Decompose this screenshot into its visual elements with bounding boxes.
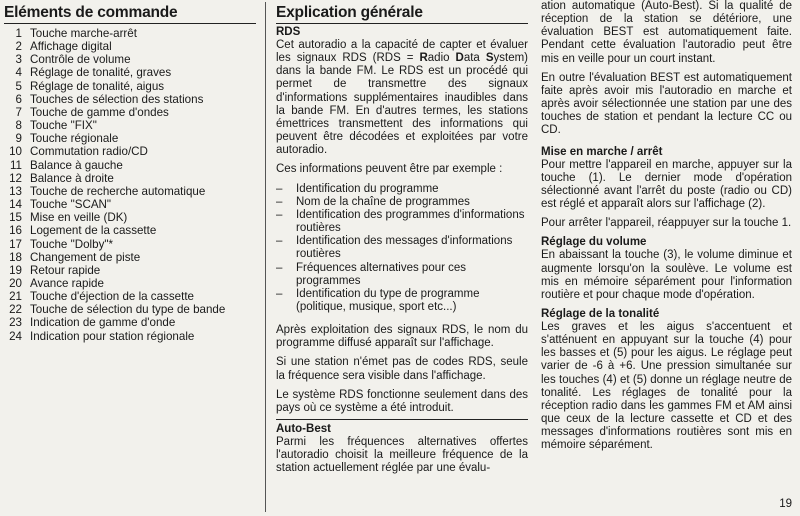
control-item [4,145,256,158]
control-item [4,159,256,172]
control-label: Touche "Dolby"* [30,237,113,251]
rds-list-item: – Identification des programmes d'informations routières [276,209,528,235]
control-number: 13 [9,184,22,198]
control-number: 19 [9,263,22,277]
control-number: 14 [9,198,22,212]
control-label: Touches de sélection des stations [30,92,204,106]
autobest-paragraph-2: En outre l'évaluation BEST est automatiquement faite après avoir mis l'autoradio en marche et après avoir sélectionnée une station par une des touches de station et pendant la lecture CC ou CD. [541,71,792,137]
control-number: 10 [9,145,22,159]
control-label: Logement de la cassette [30,224,157,238]
rds-list-item-text: Identification du programme [296,182,439,195]
rds-info-list [276,183,528,315]
column-divider [265,2,266,512]
control-label: Mise en veille (DK) [30,211,128,225]
control-item [4,185,256,198]
tone-paragraph: Les graves et les aigus s'accentuent et s'atténuent en appuyant sur la touche (4) pour les basses et (5) pour les aigus. Le réglage peut varier de -6 à +6. Une pression simultanée sur les touches (4) et (5) donne un réglage neutre de tonalité. Les réglages de tonalité pour la réception radio dans les gammes FM et AM ainsi que ceux de la lecture cassette et CD et des messages d'informations routières sont mis en mémoire séparément. [541,320,792,452]
rds-list-item-text: Identification des messages d'informations routières [296,235,513,261]
section-divider [276,419,528,420]
control-item [4,66,256,79]
control-label: Avance rapide [30,276,104,290]
controls-list [4,27,256,343]
explanation-heading: Explication générale [276,4,528,24]
power-paragraph-2: Pour arrêter l'appareil, réappuyer sur la touche 1. [541,217,792,230]
control-number: 1 [15,27,22,40]
control-item [4,303,256,316]
control-label: Réglage de tonalité, graves [30,66,172,80]
control-number: 3 [15,53,22,67]
rds-list-item-text: Identification du type de programme (politique, musique, sport etc...) [296,287,480,313]
control-number: 20 [9,276,22,290]
power-paragraph-1: Pour mettre l'appareil en marche, appuyer sur la touche (1). Le dernier mode d'opération sélectionné avant l'arrêt du poste (radio ou CD) est réglé et apparaît alors sur l'affichage (2). [541,158,792,211]
control-label: Touche de gamme d'ondes [30,105,169,119]
rds-paragraph-1: Cet autoradio a la capacité de capter et évaluer les signaux RDS (RDS = Radio Data System) dans la bande FM. Le RDS est un procédé qui permet de transmettre des signaux d'informations supplémentaires inaudibles dans la bande FM. En d'autres termes, les stations émettrices transmettent des informations qui peuvent être décodées et exploitées par votre autoradio. [276,39,529,157]
control-item [4,290,256,303]
control-label: Contrôle de volume [30,53,131,67]
controls-column [0,0,262,516]
rds-list-item: – Identification des messages d'informations routières [276,235,528,261]
control-label: Indication de gamme d'onde [30,316,176,330]
rds-paragraph-2: Ces informations peuvent être par exemple : [276,163,503,176]
control-number: 11 [9,158,22,172]
autobest-paragraph-1-continued: ation automatique (Auto-Best). Si la qualité de réception de la station se détériore, une évaluation BEST est automatiquement faite. Pendant cette évaluation l'autoradio peut être mis en veille pour un court instant. [541,0,792,65]
volume-paragraph: En abaissant la touche (3), le volume diminue et augmente lorsqu'on la soulève. Le volume est mis en mémoire séparément pour l'information routière et pour chaque mode d'opération. [541,249,792,301]
control-item [4,277,256,290]
control-number: 22 [9,303,22,317]
control-item [4,316,256,329]
control-label: Touche de recherche automatique [30,184,206,198]
autobest-heading: Auto-Best [276,423,331,436]
control-number: 4 [15,66,22,80]
control-item [4,251,256,264]
control-item [4,27,256,40]
control-number: 18 [9,250,22,264]
control-item [4,224,256,237]
rds-paragraph-4: Si une station n'émet pas de codes RDS, seule la fréquence sera visible dans l'affichage. [276,356,528,382]
control-label: Touche marche-arrêt [30,27,137,40]
rds-list-item-text: Nom de la chaîne de programmes [296,195,470,208]
control-item [4,172,256,185]
control-item [4,119,256,132]
rds-paragraph-3: Après exploitation des signaux RDS, le nom du programme diffusé apparaît sur l'affichage. [276,324,528,350]
autobest-paragraph-1: Parmi les fréquences alternatives offertes l'autoradio choisit la meilleure fréquence de la station actuellement réglée par une évalu- [276,436,528,475]
control-label: Affichage digital [30,40,112,54]
control-number: 17 [9,237,22,251]
control-number: 15 [9,211,22,225]
rds-list-item-text: Identification des programmes d'informations routières [296,208,525,235]
control-item [4,198,256,211]
volume-heading: Réglage du volume [541,236,647,249]
continuation-column [537,0,800,516]
control-label: Touche régionale [30,132,119,146]
control-item [4,132,256,145]
control-item [4,211,256,224]
control-label: Touche de sélection du type de bande [30,303,226,317]
control-label: Balance à gauche [30,158,123,172]
page-number: 19 [779,498,792,510]
control-item [4,80,256,93]
control-number: 9 [15,132,22,146]
control-label: Indication pour station régionale [30,329,195,343]
explanation-column [270,0,532,516]
rds-list-item: – Nom de la chaîne de programmes [276,196,528,209]
control-label: Touche d'éjection de la cassette [30,290,194,304]
control-number: 21 [9,290,22,304]
control-label: Changement de piste [30,250,141,264]
control-number: 2 [15,40,22,54]
rds-list-item: – Identification du programme [276,183,528,196]
control-label: Touche "FIX" [30,119,97,133]
rds-heading: RDS [276,26,301,38]
power-heading: Mise en marche / arrêt [541,145,663,158]
control-number: 7 [15,105,22,119]
control-number: 5 [15,79,22,93]
control-item [4,93,256,106]
control-label: Touche "SCAN" [30,198,112,212]
tone-heading: Réglage de la tonalité [541,307,660,320]
control-item [4,40,256,53]
control-number: 12 [9,171,22,185]
control-number: 16 [9,224,22,238]
control-label: Balance à droite [30,171,114,185]
rds-list-item: – Identification du type de programme (politique, musique, sport etc...) [276,288,528,314]
control-number: 8 [15,119,22,133]
rds-paragraph-5: Le système RDS fonctionne seulement dans des pays où ce système a été introduit. [276,388,528,414]
control-label: Réglage de tonalité, aigus [30,79,165,93]
control-number: 24 [9,329,22,343]
control-item [4,53,256,66]
control-item [4,264,256,277]
control-number: 23 [9,316,22,330]
controls-heading: Eléments de commande [4,4,256,24]
control-item [4,238,256,251]
control-item [4,330,256,343]
control-item [4,106,256,119]
control-number: 6 [15,92,22,106]
rds-list-item: – Fréquences alternatives pour ces programmes [276,262,528,288]
rds-list-item-text: Fréquences alternatives pour ces programmes [296,261,467,287]
control-label: Retour rapide [30,263,101,277]
control-label: Commutation radio/CD [30,145,148,159]
